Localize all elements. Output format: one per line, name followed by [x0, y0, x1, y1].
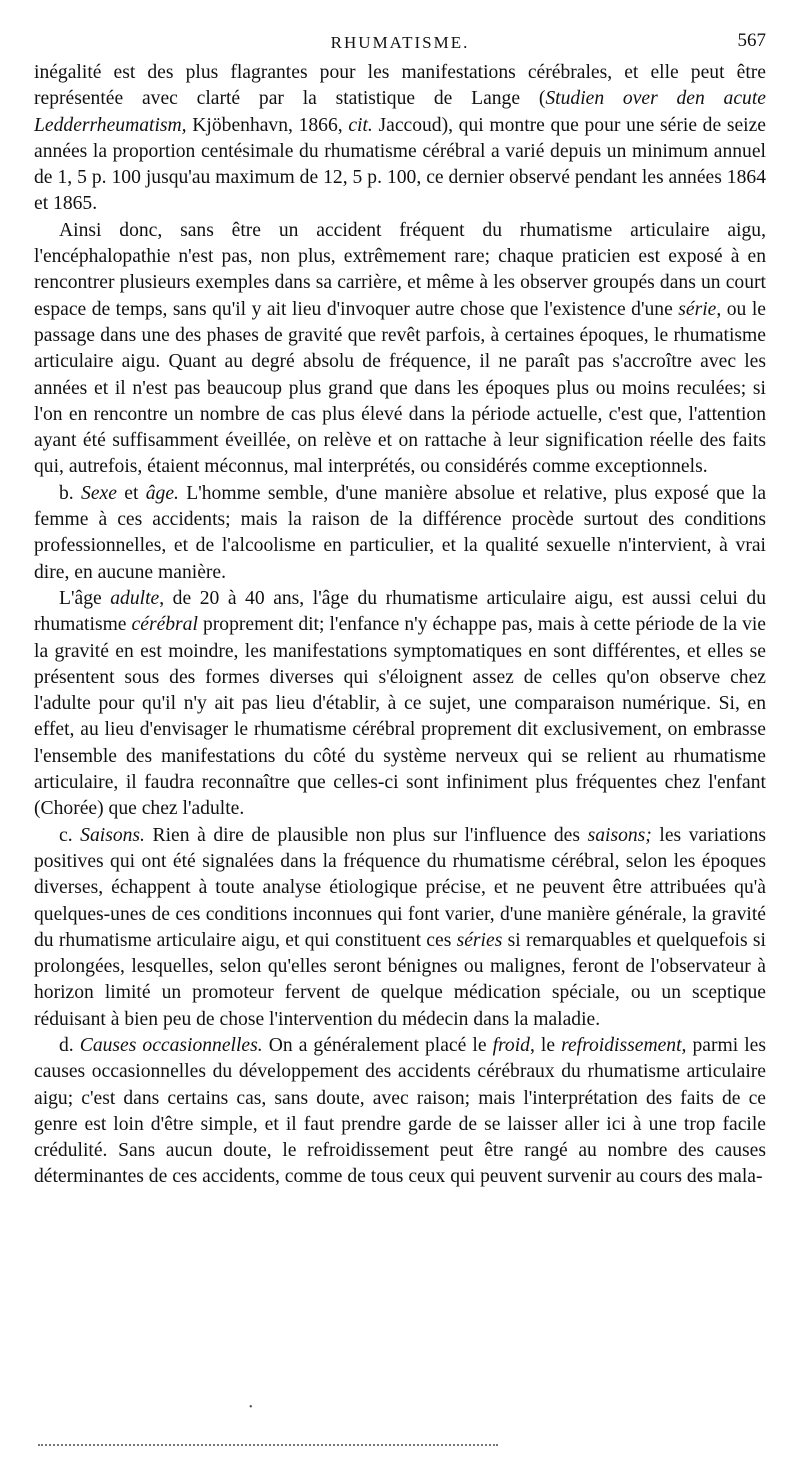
paragraph: [34, 1033, 766, 1191]
text-run: Rien à dire de plausible non plus sur l'influence des: [144, 824, 588, 846]
text-run: Jaccoud), qui montre que pour une série de seize années la proportion centésimale du rhumatisme cérébral a varié depuis un minimum annuel de 1, 5 p. 100 jusqu'au maximum de 12, 5 p. 100, ce dernier observé pendant les années 1864 et 1865.: [34, 114, 766, 215]
italic-text: Studien over den acute Ledderrheumatism,: [34, 88, 766, 136]
text-run: parmi les causes occasionnelles du développement des accidents cérébraux du rhumatisme articulaire aigu; c'est dans certains cas, sans doute, avec raison; mais l'interprétation des faits de ce genre est loin d'être simple, et il faut prendre garde de se laisser aller ici à une trop facile crédulité. Sans aucun doute, le refroidissement peut être rangé au nombre des causes déterminantes de ces accidents, comme de tous ceux qui peuvent survenir au cours des mala-: [34, 1034, 766, 1188]
running-title: RHUMATISME.: [330, 33, 470, 52]
running-header: [34, 0, 766, 60]
text-run: L'âge: [59, 587, 111, 609]
paragraph: [34, 218, 766, 481]
text-run: , le: [529, 1034, 562, 1056]
text-run: proprement dit; l'enfance n'y échappe pas, mais à cette période de la vie la gravité en est moindre, les manifestations symptomatiques en sont différentes, et elles se présentent sous des formes diverses qui s'éloignent assez de celles qu'on observe chez l'adulte pour qu'il n'y ait pas lieu d'établir, à ce sujet, une comparaison numérique. Si, en effet, au lieu d'envisager le rhumatisme cérébral proprement dit exclusivement, on embrasse l'ensemble des manifestations du côté du système nerveux qui se relient au rhumatisme articulaire, il faudra reconnaître que celles-ci sont infiniment plus fréquentes chez l'enfant (Chorée) que chez l'adulte.: [34, 614, 767, 820]
paragraph: [34, 481, 766, 586]
italic-text: refroidissement,: [561, 1034, 687, 1056]
footer-rule: [38, 1444, 498, 1446]
italic-text: Saisons.: [80, 824, 145, 846]
italic-text: froid: [492, 1034, 530, 1056]
italic-text: Sexe: [81, 482, 117, 504]
text-run: Ainsi donc, sans être un accident fréquent du rhumatisme articulaire aigu, l'encéphalopathie n'est pas, non plus, extrêmement rare; chaque praticien est exposé à en rencontrer plusieurs exemples dans sa carrière, et même à les observer groupés dans un court espace de temps, sans qu'il y ait lieu d'invoquer autre chose que l'existence d'une: [34, 219, 766, 320]
book-page: [34, 0, 766, 1481]
footer-dot: •: [249, 1402, 253, 1413]
text-run: L'homme semble, d'une manière absolue et relative, plus exposé que la femme à ces accidents; mais la raison de la différence procède surtout des conditions professionnelles, et de l'alcoolisme en particulier, et la qualité sexuelle n'intervient, à vrai dire, en aucune manière.: [34, 482, 767, 583]
italic-text: cit.: [348, 114, 373, 136]
text-run: Kjöbenhavn, 1866,: [186, 114, 349, 136]
text-run: , de 20 à 40 ans, l'âge du rhumatisme articulaire aigu, est aussi celui du rhumatisme: [34, 587, 766, 636]
paragraph: [34, 60, 766, 218]
text-run: b.: [59, 482, 82, 504]
text-run: inégalité est des plus flagrantes pour les manifestations cérébrales, et elle peut être représentée avec clarté par la statistique de Lange (: [34, 62, 766, 110]
text-run: et: [116, 482, 146, 504]
italic-text: cérébral: [131, 614, 198, 636]
italic-text: séries: [456, 929, 503, 951]
paragraph: [34, 823, 766, 1033]
text-run: On a généralement placé le: [262, 1034, 493, 1056]
paragraph: [34, 586, 766, 823]
italic-text: âge.: [145, 482, 179, 504]
text-run: les variations positives qui ont été signalées dans la fréquence du rhumatisme cérébral, selon les époques diverses, échappent à toute analyse étiologique précise, et ne peuvent être attribuées qu'à quelques-unes de ces conditions inconnues qui font varier, d'une manière générale, la gravité du rhumatisme articulaire aigu, et qui constituent ces: [34, 824, 766, 951]
text-run: d.: [59, 1034, 80, 1056]
text-run: si remarquables et quelquefois si prolongées, lesquelles, selon qu'elles seront bénignes ou malignes, feront de l'observateur à horizon limité un promoteur fervent de quelque médication spéciale, ou un sceptique réduisant à bien peu de chose l'intervention du médecin dans la maladie.: [34, 929, 766, 1030]
body-text: [34, 60, 766, 1191]
text-run: , ou le passage dans une des phases de gravité que revêt parfois, à certaines époques, le rhumatisme articulaire aigu. Quant au degré absolu de fréquence, il ne paraît pas s'accroître avec les années et il n'est pas beaucoup plus grand que dans les époques plus ou moins reculées; si l'on en rencontre un nombre de cas plus élevé dans la période actuelle, c'est que, l'attention ayant été suffisamment éveillée, on relève et on rattache à leur signification réelle des faits qui, autrefois, étaient méconnus, mal interprétés, ou considérés comme exceptionnels.: [34, 298, 766, 478]
page-number: 567: [737, 30, 766, 51]
italic-text: saisons;: [587, 824, 652, 846]
text-run: c.: [59, 824, 81, 846]
italic-text: adulte: [110, 587, 160, 609]
italic-text: série: [678, 298, 717, 320]
italic-text: Causes occasionnelles.: [79, 1034, 263, 1056]
